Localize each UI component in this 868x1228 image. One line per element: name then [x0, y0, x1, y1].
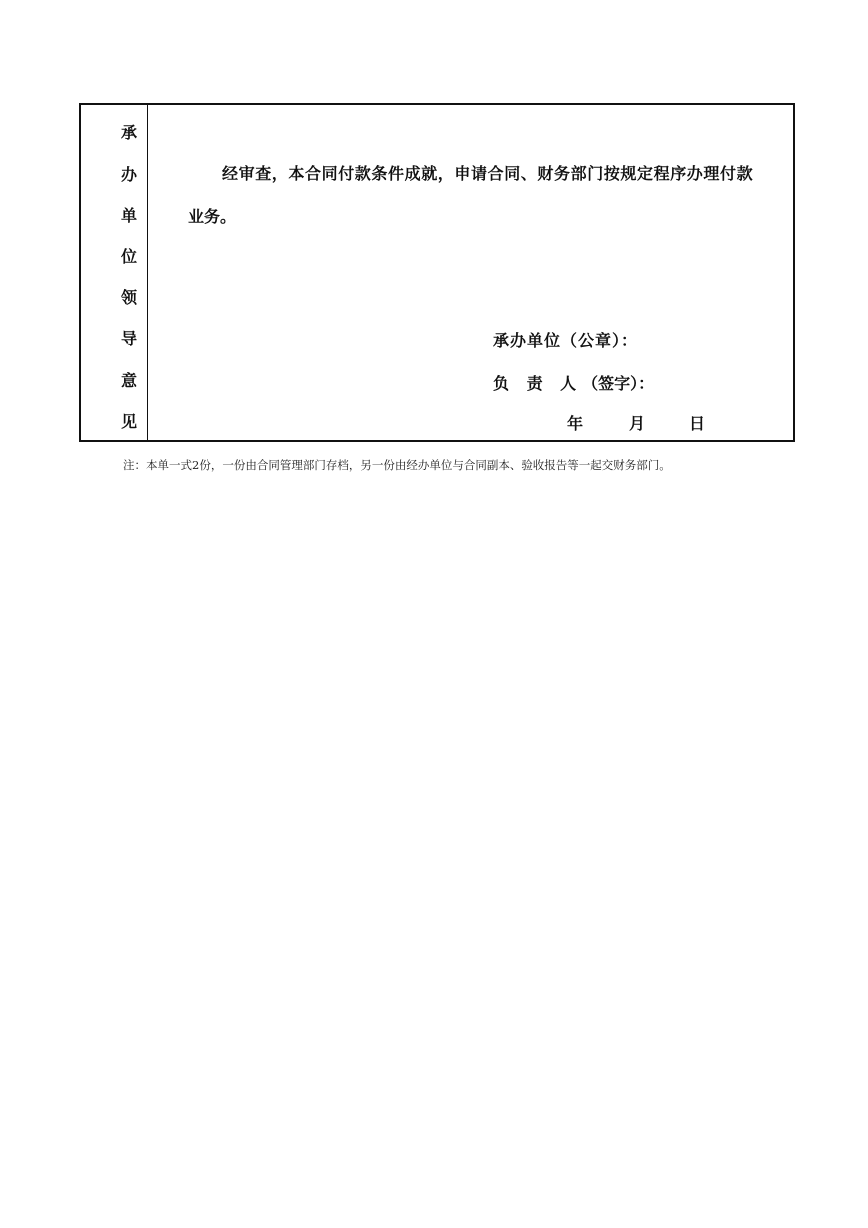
- date-year-label: 年: [567, 414, 584, 433]
- section-label-char: 见: [120, 412, 137, 431]
- footnote: 注：本单一式2份，一份由合同管理部门存档，另一份由经办单位与合同副本、验收报告等一起交财务部门。: [123, 458, 671, 472]
- signature-label-sign: （签字）：: [582, 374, 655, 393]
- signature-label: [493, 371, 654, 394]
- section-label-char: 承: [120, 123, 137, 142]
- leader-opinion-table: [79, 103, 795, 442]
- section-label-column: [81, 105, 148, 440]
- signature-label-person: 负 责 人: [493, 374, 583, 393]
- section-label-char: 导: [120, 329, 137, 348]
- section-label-char: 办: [120, 165, 137, 184]
- section-label-char: 领: [120, 288, 137, 307]
- date-day-label: 日: [689, 414, 706, 433]
- section-label-char: 位: [120, 247, 137, 266]
- section-label-char: 意: [120, 371, 137, 390]
- seal-label: 承办单位（公章）：: [493, 331, 639, 350]
- section-label-char: 单: [120, 206, 137, 225]
- date-month-label: 月: [629, 414, 646, 433]
- opinion-content-cell: [148, 105, 793, 440]
- opinion-text-line2: 业务。: [188, 207, 237, 226]
- opinion-text-line1: 经审查，本合同付款条件成就，申请合同、财务部门按规定程序办理付款: [222, 164, 754, 183]
